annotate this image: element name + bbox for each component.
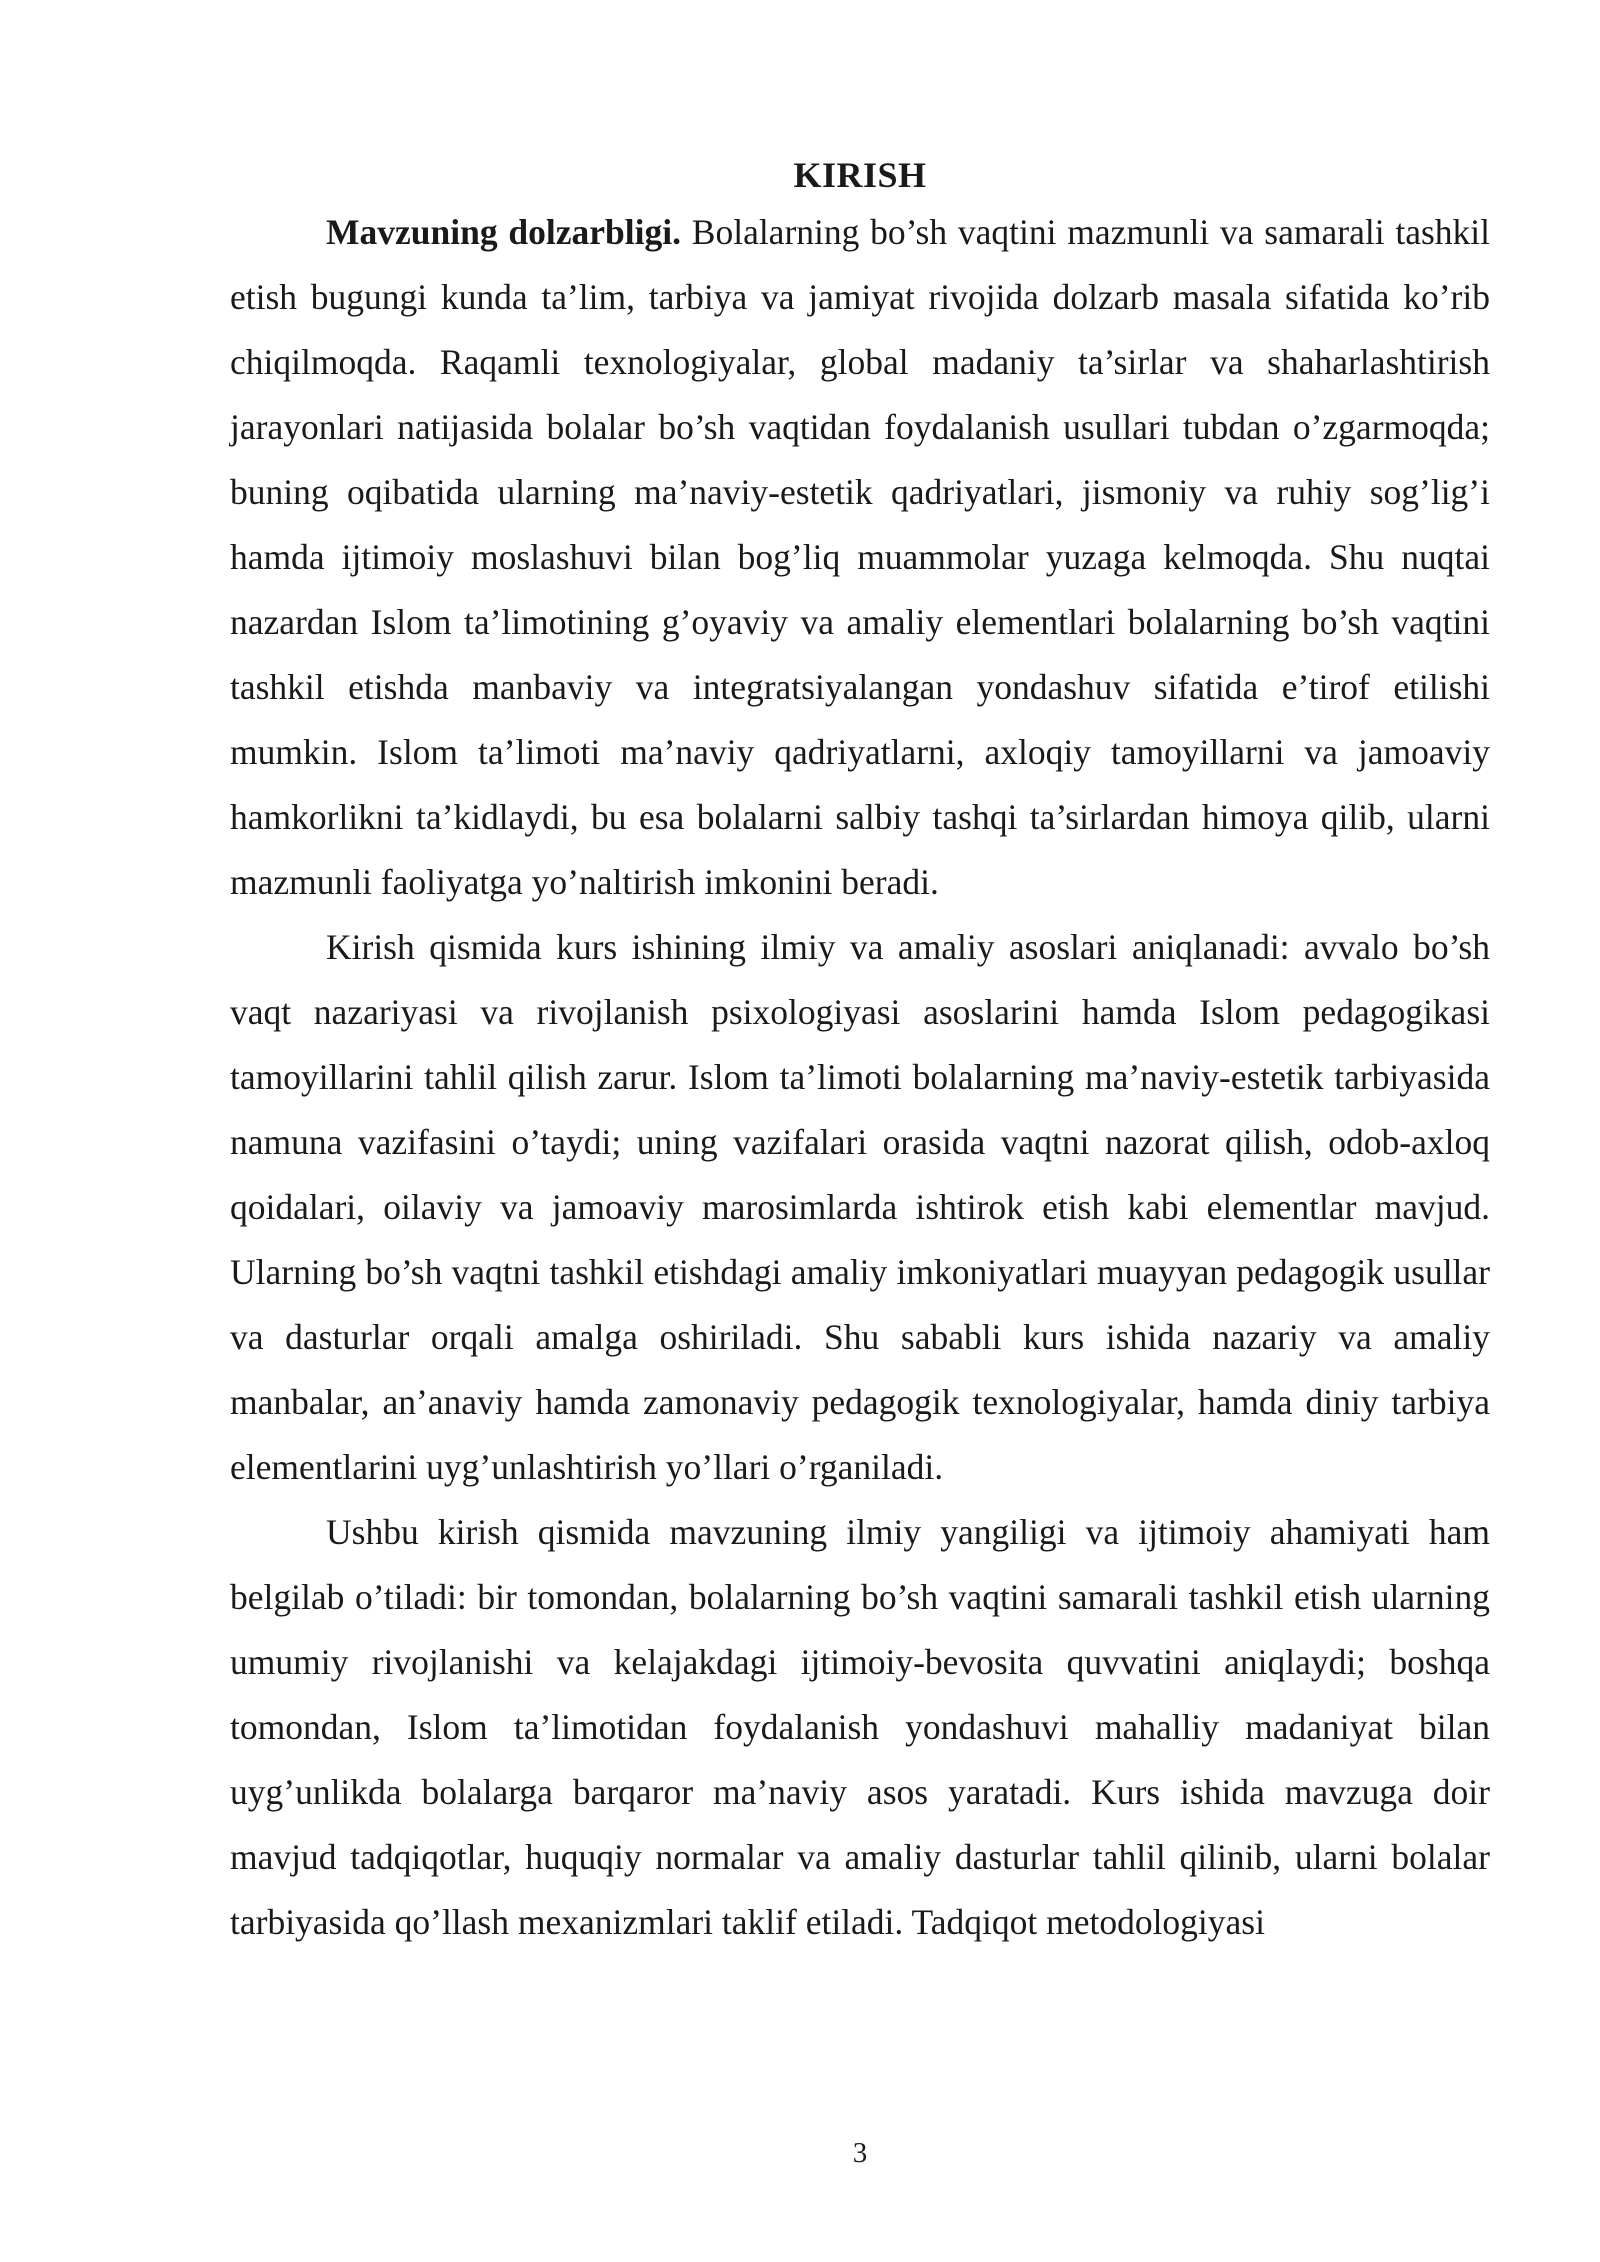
- paragraph-text: Kirish qismida kurs ishining ilmiy va amaliy asoslari aniqlanadi: avvalo bo’sh vaqt nazariyasi va rivojlanish psixologiyasi asoslarini hamda Islom pedagogikasi tamoyillarini tahlil qilish zarur. Islom ta’limoti bolalarning ma’naviy-estetik tarbiyasida namuna vazifasini o’taydi; uning vazifalari orasida vaqtni nazorat qilish, odob-axloq qoidalari, oilaviy va jamoaviy marosimlarda ishtirok etish kabi elementlar mavjud. Ularning bo’sh vaqtni tashkil etishdagi amaliy imkoniyatlari muayyan pedagogik usullar va dasturlar orqali amalga oshiriladi. Shu sababli kurs ishida nazariy va amaliy manbalar, an’anaviy hamda zamonaviy pedagogik texnologiyalar, hamda diniy tarbiya elementlarini uyg’unlashtirish yo’llari o’rganiladi.: [230, 927, 1490, 1487]
- paragraph-novelty: [230, 1500, 1490, 1955]
- document-page: [230, 150, 1490, 1955]
- section-heading: KIRISH: [793, 155, 927, 195]
- paragraph-text: Bolalarning bo’sh vaqtini mazmunli va samarali tashkil etish bugungi kunda ta’lim, tarbiya va jamiyat rivojida dolzarb masala sifatida ko’rib chiqilmoqda. Raqamli texnologiyalar, global madaniy ta’sirlar va shaharlashtirish jarayonlari natijasida bolalar bo’sh vaqtidan foydalanish usullari tubdan o’zgarmoqda; buning oqibatida ularning ma’naviy-estetik qadriyatlari, jismoniy va ruhiy sog’lig’i hamda ijtimoiy moslashuvi bilan bog’liq muammolar yuzaga kelmoqda. Shu nuqtai nazardan Islom ta’limotining g’oyaviy va amaliy elementlari bolalarning bo’sh vaqtini tashkil etishda manbaviy va integratsiyalangan yondashuv sifatida e’tirof etilishi mumkin. Islom ta’limoti ma’naviy qadriyatlarni, axloqiy tamoyillarni va jamoaviy hamkorlikni ta’kidlaydi, bu esa bolalarni salbiy tashqi ta’sirlardan himoya qilib, ularni mazmunli faoliyatga yo’naltirish imkonini beradi.: [230, 212, 1490, 902]
- paragraph-foundations: [230, 915, 1490, 1500]
- page-number: 3: [852, 2137, 868, 2169]
- paragraph-relevance: [230, 200, 1490, 915]
- paragraph-text: Ushbu kirish qismida mavzuning ilmiy yangiligi va ijtimoiy ahamiyati ham belgilab o’tiladi: bir tomondan, bolalarning bo’sh vaqtini samarali tashkil etish ularning umumiy rivojlanishi va kelajakdagi ijtimoiy-bevosita quvvatini aniqlaydi; boshqa tomondan, Islom ta’limotidan foydalanish yondashuvi mahalliy madaniyat bilan uyg’unlikda bolalarga barqaror ma’naviy asos yaratadi. Kurs ishida mavzuga doir mavjud tadqiqotlar, huquqiy normalar va amaliy dasturlar tahlil qilinib, ularni bolalar tarbiyasida qo’llash mexanizmlari taklif etiladi. Tadqiqot metodologiyasi: [230, 1512, 1490, 1942]
- paragraph-lead: Mavzuning dolzarbligi.: [326, 212, 681, 252]
